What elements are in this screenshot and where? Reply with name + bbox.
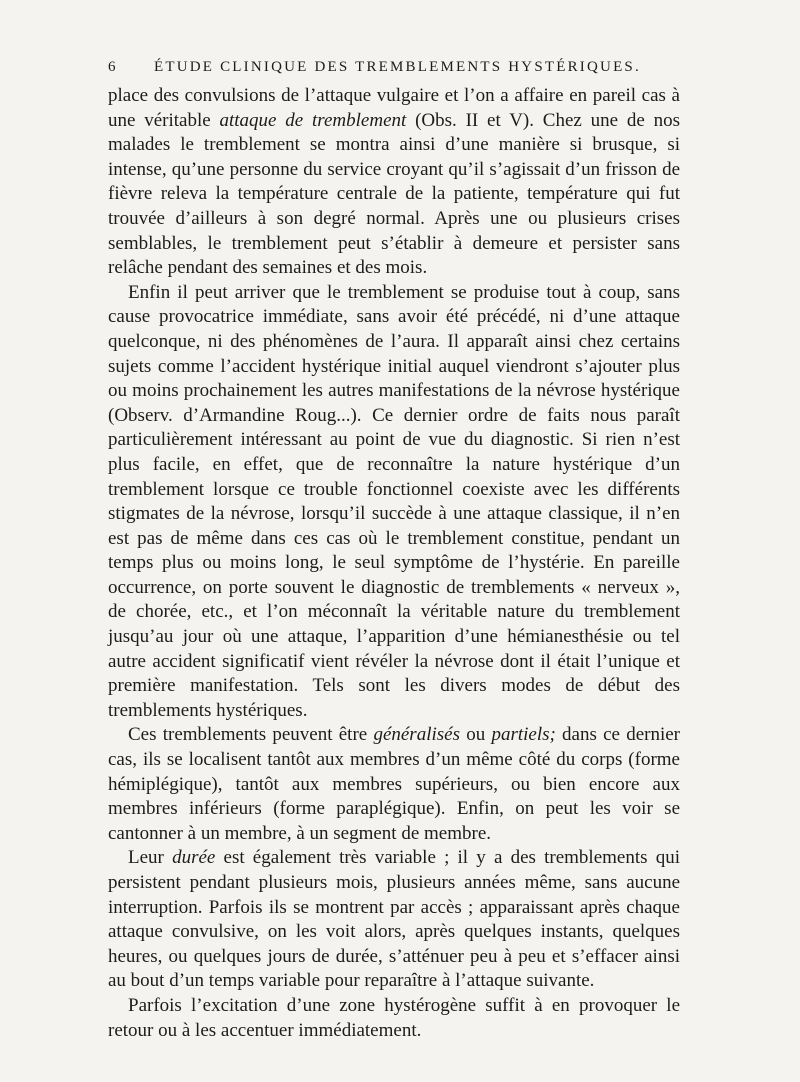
paragraph-1-emphasis: attaque de tremblement: [219, 109, 407, 131]
paragraph-1-text-a: place des convulsions de l’attaque vulgaire et l’on a affaire en pareil cas à une véritable: [108, 85, 680, 131]
paragraph-4: [108, 846, 680, 994]
paragraph-5: [108, 994, 680, 1043]
paragraph-4-text-a: Leur: [128, 847, 173, 869]
paragraph-2-text: Enfin il peut arriver que le tremblement se produise tout à coup, sans cause provocatrice immédiate, sans avoir été précédé, ni d’une attaque quelconque, ni des phénomènes de l’aura. Il apparaît ainsi chez certains sujets comme l’accident hystérique initial auquel viendront s’ajouter plus ou moins prochainement les autres manifestations de la névrose hystérique (Observ. d’Armandine Roug...). Ce dernier ordre de faits nous paraît particulièrement intéressant au point de vue du diagnostic. Si rien n’est plus facile, en effet, que de reconnaître la nature hystérique d’un tremblement lorsque ce trouble fonctionnel coexiste avec les différents stigmates de la névrose, lorsqu’il succède à une attaque classique, il n’en est pas de même dans ces cas où le tremblement constitue, pendant un temps plus ou moins long, le seul symptôme de l’hystérie. En pareille occurrence, on porte souvent le diagnostic de tremblements « nerveux », de chorée, etc., et l’on méconnaît la véritable nature du tremblement jusqu’au jour où une attaque, l’apparition d’une hémianesthésie ou tel autre accident significatif vient révéler la névrose dont il était l’unique et première manifestation. Tels sont les divers modes de début des tremblements hystériques.: [108, 281, 680, 721]
paragraph-2: [108, 281, 680, 724]
paragraph-1: [108, 84, 680, 281]
paragraph-4-text-b: est également très variable ; il y a des tremblements qui persistent pendant plusieurs mois, plusieurs années même, sans aucune interruption. Parfois ils se montrent par accès ; apparaissant après chaque attaque convulsive, on les voit alors, après quelques instants, quelques heures, ou quelques jours de durée, s’atténuer peu à peu et s’effacer ainsi au bout d’un temps variable pour reparaître à l’attaque suivante.: [108, 847, 680, 992]
running-head: [108, 54, 688, 80]
paragraph-5-text: Parfois l’excitation d’une zone hystérogène suffit à en provoquer le retour ou à les accentuer immédiatement.: [108, 994, 680, 1041]
paragraph-3-text-b: ou: [459, 724, 492, 746]
paragraph-3: [108, 723, 680, 846]
running-title: ÉTUDE CLINIQUE DES TREMBLEMENTS HYSTÉRIQUES.: [154, 59, 641, 75]
page-number: 6: [108, 59, 118, 75]
paragraph-3-text-c: dans ce dernier cas, ils se localisent tantôt aux membres d’un même côté du corps (forme hémiplégique), tantôt aux membres supérieurs, ou bien encore aux membres inférieurs (forme paraplégique). Enfin, on peut les voir se cantonner à un membre, à un segment de membre.: [108, 724, 680, 844]
paragraph-1-text-b: (Obs. II et V). Chez une de nos malades le tremblement se montra ainsi d’une manière si brusque, si intense, qu’une personne du service croyant qu’il s’agissait d’un frisson de fièvre releva la température centrale de la patiente, température qui fut trouvée d’ailleurs à son degré normal. Après une ou plusieurs crises semblables, le tremblement peut s’établir à demeure et persister sans relâche pendant des semaines et des mois.: [108, 109, 680, 279]
paragraph-3-text-a: Ces tremblements peuvent être: [128, 724, 374, 746]
body-text: [108, 84, 680, 1043]
paragraph-4-emphasis: durée: [172, 847, 216, 869]
paragraph-3-emphasis-generalises: généralisés: [373, 724, 460, 746]
paragraph-3-emphasis-partiels: partiels;: [491, 724, 556, 746]
